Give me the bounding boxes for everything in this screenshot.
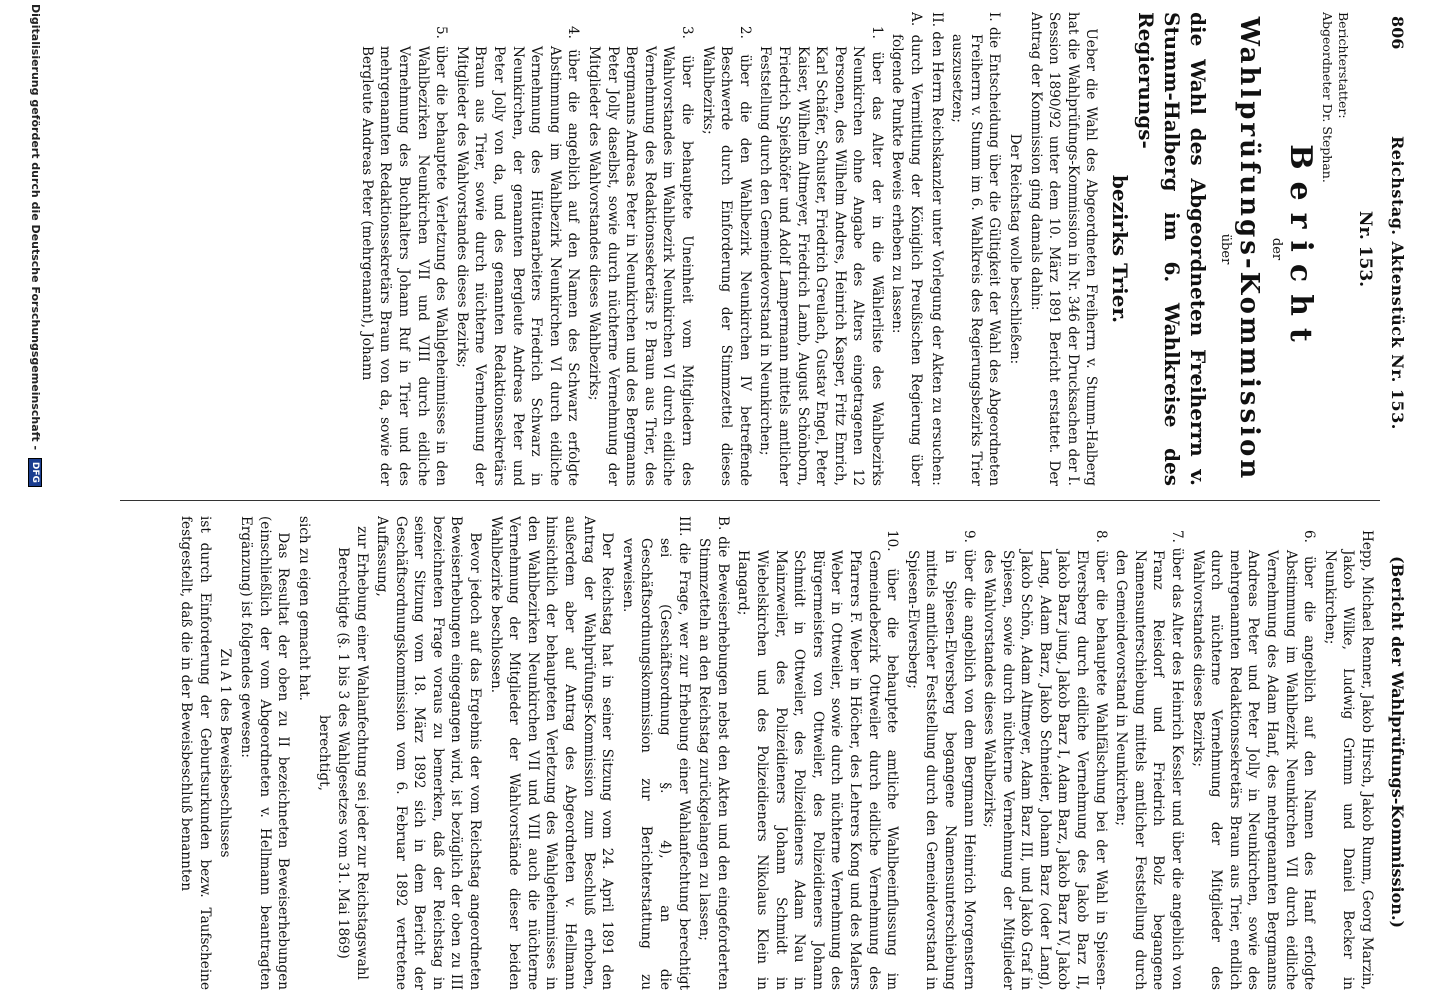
item-2: 2. über die den Wahlbezirk Neunkirchen IV betreffende Beschwerde durch Einforderung der Stimmzettel dieses Wahlbezirks;	[699, 26, 753, 486]
item-4: 4. über die angeblich auf den Namen des Schwarz erfolgte Abstimmung im Wahlbezirk Neunkirchen VI durch eidliche Vernehmung des Hüttenarbeiters Friedrich Schwarz in Neunkirchen, der genannten Bergleute Andreas Peter und Peter Jolly von da, und des genannten Redaktionssekretärs Braun aus Trier, sowie durch nüchterne Vernehmung der Mitglieder des Wahlvorstandes dieses Bezirks;	[453, 26, 582, 486]
report-title: Bericht	[1283, 144, 1319, 354]
credit-text: Digitalisierung gefördert durch die Deutsche Forschungsgemeinschaft -	[29, 4, 42, 451]
document-number: Nr. 153.	[1355, 210, 1375, 288]
article-der: der	[1268, 237, 1284, 261]
section-heading: Zu A 1 des Beweisbeschlusses	[217, 648, 234, 858]
item-B: B. die Beweiserhebungen nebst den Akten und den eingeforderten Stimmzetteln an den Reichstag zurückgelangen zu lassen;	[696, 516, 731, 990]
commission-title: Wahlprüfungs-Kommission	[1234, 16, 1265, 482]
item-8: 8. über die behauptete Wahlfälschung bei der Wahl in Spiesen-Elversberg durch eidliche Vernehmung des Jakob Barz II, Jakob Barz jung, Jakob Barz I, Adam Barz, Jakob Barz IV, Jakob Lang, Adam Barz, Jakob Schneider, Johann Barz (oder Lang), Jakob Schön, Adam Altmeyer, Adam Barz III, und Jakob Graf in Spiesen, sowie durch nüchterne Vernehmung der Mitglieder des Wahlvorstandes dieses Wahlbezirks;	[981, 530, 1109, 990]
adopted-line: sich zu eigen gemacht hat.	[295, 516, 312, 702]
header-right: (Bericht der Wahlprüfungs-Kommission.)	[1388, 556, 1407, 929]
item-I: I. die Entscheidung über die Gültigkeit der Wahl des Abgeordneten Freiherrn v. Stumm im 6. Wahlkreis des Regierungsbezirks Trier auszusetzen;	[949, 12, 1003, 486]
item-A: A. durch Vermittlung der Königlich Preußischen Regierung über folgende Punkte Beweis erheben zu lassen:	[889, 12, 925, 486]
result-paragraph: Das Resultat der oben zu II bezeichneten Beweiserhebungen (einschließlich der vom Abgeordneten v. Hellmann beantragten Ergänzung) ist folgendes gewesen:	[237, 516, 292, 990]
item-III: III. die Frage, wer zur Erhebung einer Wahlanfechtung berechtigt sei (Geschäftsordnung §. 4), an die Geschäftsordnungskommission zur Berichterstattung zu verweisen.	[619, 516, 692, 990]
page-number: 806	[1388, 16, 1407, 50]
document-sheet	[112, 0, 1432, 1000]
dfg-logo: DFG	[28, 458, 42, 487]
reporter-block	[1319, 12, 1351, 486]
item-7: 7. über das Alter des Heinrich Kessler und über die angeblich von Franz Reisdorf und Friedrich Bolz begangene Namensunterschiebung mittels amtlicher Feststellung durch den Gemeindevorstand in Neunkirchen;	[1113, 530, 1186, 990]
right-column	[126, 516, 1376, 990]
running-header	[1382, 16, 1410, 984]
resolution-paragraph: Der Reichstag hat in seiner Sitzung vom 24. April 1891 den Antrag der Wahlprüfungs-Kommission zum Beschluß erhoben, außerdem aber auf Antrag des Abgeordneten v. Hellmann hinsichtlich der behaupteten Verletzung des Wahlgeheimnisses in den Wahlbezirken Neunkirchen VII und VIII auch die nüchterne Vernehmung der Mitglieder der Wahlvorstände dieser beiden Wahlbezirke beschlossen.	[487, 516, 616, 990]
procedure-paragraph: Bevor jedoch auf das Ergebnis der vom Reichstag angeordneten Beweiserhebungen eingegangen wird, ist bezüglich der oben zu III bezeichneten Frage voraus zu bemerken, daß der Reichstag in seiner Sitzung vom 18. März 1892 sich in dem Bericht der Geschäftsordnungskommission vom 6. Februar 1892 vertretene Auffassung,	[374, 516, 484, 990]
item-II: II. den Herrn Reichskanzler unter Vorlegung der Akten zu ersuchen:	[928, 12, 945, 486]
reporter-name: Abgeordneter Dr. Stephan.	[1320, 12, 1336, 183]
subject-line: die Wahl des Abgeordneten Freiherrn v. Stumm-Halberg im 6. Wahlkreise des Regierungs-	[1134, 12, 1211, 486]
digitization-credit	[28, 4, 42, 487]
item-10: 10. über die behauptete amtliche Wahlbeeinflussung im Gemeindebezirk Ottweiler durch eidliche Vernehmung des Pfarrers F. Weber in Höcher, des Lehrers Kong und des Malers Weber in Ottweiler, sowie durch nüchterne Vernehmung des Bürgermeisters von Ottweiler, des Polizeidieners Johann Schmidt in Ottweiler, des Polizeidieners Adam Nau in Mainzweiler, des Polizeidieners Johann Schmidt in Wiebelskirchen und des Polizeidieners Nikolaus Klein in Hangard;	[735, 530, 901, 990]
subject-line-2: bezirks Trier.	[1108, 174, 1133, 324]
intro-paragraph: Ueber die Wahl des Abgeordneten Freiherrn v. Stumm-Halberg hat die Wahlprüfungs-Kommission in Nr. 346 der Drucksachen der I. Session 1890/92 unter dem 10. März 1891 Bericht erstattet. Der Antrag der Kommission ging damals dahin:	[1027, 12, 1100, 486]
resolution-lead: Der Reichstag wolle beschließen:	[1007, 133, 1024, 365]
item-6: 6. über die angeblich auf den Namen des Hanf erfolgte Abstimmung im Wahlbezirk Neunkirchen VII durch eidliche Vernehmung des Adam Hanf, des mehrgenannten Bergmanns Andreas Peter und Peter Jolly in Neunkirchen, sowie des mehrgenannten Redaktionssekretärs Braun aus Trier, endlich durch nüchterne Vernehmung der Mitglieder des Wahlvorstandes dieses Bezirks;	[1189, 530, 1318, 990]
column-rule	[120, 500, 1380, 501]
header-center: Reichstag. Aktenstück Nr. 153.	[1388, 136, 1407, 430]
item-3: 3. über die behauptete Uneinheit vom Mitgliedern des Wahlvorstandes im Wahlbezirk Neunkirchen VI durch eidliche Vernehmung des Redaktionssekretärs P. Braun aus Trier, des Bergmanns Andreas Peter in Neunkirchen und des Bergmanns Peter Jolly daselbst, sowie durch nüchterne Vernehmung der Mitglieder des Wahlvorstandes dieses Wahlbezirks;	[586, 26, 695, 486]
left-column	[126, 12, 1376, 486]
footer-area	[0, 0, 110, 1000]
item-5-continued: Hepp, Michael Renner, Jakob Hirsch, Jakob Rumm, Georg Marzin, Jakob Wilke, Ludwig Grimm und Daniel Becker in Neunkirchen;	[1321, 530, 1375, 990]
final-paragraph: ist durch Einforderung der Geburtsurkunden bezw. Taufscheine festgestellt, daß die in der Beweisbeschluß benannten	[178, 516, 213, 990]
item-1: 1. über das Alter der in die Wählerliste des Wahlbezirks Neunkirchen ohne Angabe des Alters eingetragenen 12 Personen, des Wilhelm Andres, Heinrich Kasper, Fritz Emrich, Karl Schäfer, Schuster, Friedrich Greulach, Gustav Engel, Peter Kaiser, Wilhelm Altmeyer, Friedrich Lamb, August Schönborn, Friedrich Spießhöfer und Adolf Lampermann mittels amtlicher Feststellung durch den Gemeindevorstand in Neunkirchen;	[757, 26, 885, 486]
item-5: 5. über die behauptete Verletzung des Wahlgeheimnisses in den Wahlbezirken Neunkirchen VII und VIII durch eidliche Vernehmung des Buchhalters Johann Ruf in Trier und des mehrgenannten Redaktionssekretärs Braun von da, sowie der Bergleute Andreas Peter (mehrgenannt), Johann	[358, 26, 450, 486]
item-9: 9. über die angeblich von dem Bergmann Heinrich Morgenstern in Spiesen-Elversberg begangene Namensunterschiebung mittels amtlicher Feststellung durch den Gemeindevorstand in Spiesen-Elversberg;	[904, 530, 977, 990]
reporter-label: Berichterstatter:	[1336, 12, 1352, 119]
article-ueber: über	[1217, 233, 1233, 265]
quoted-rule: zur Erhebung einer Wahlanfechtung sei jeder zur Reichstagswahl Berechtigte (§. 1 bis 3 des Wahlgesetzes vom 31. Mai 1869) berechtigt,	[316, 526, 370, 980]
